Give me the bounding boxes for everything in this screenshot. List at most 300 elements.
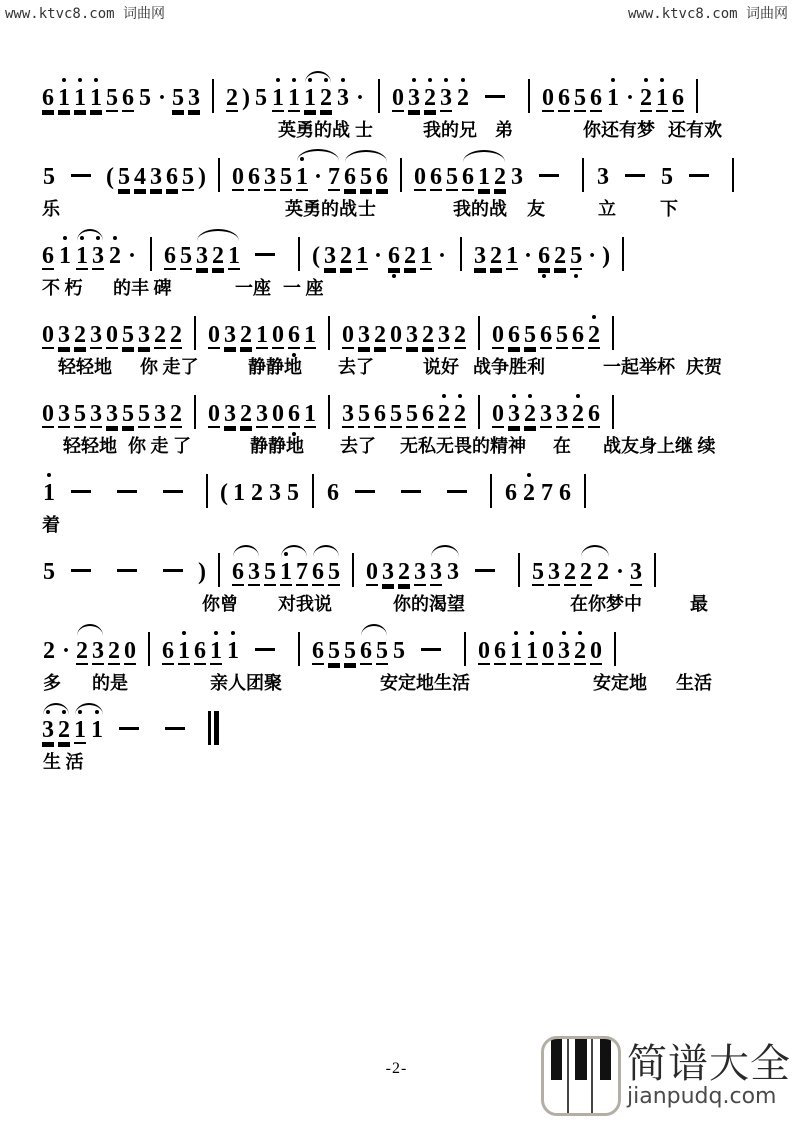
note: 0 bbox=[492, 401, 504, 427]
lyric-syllable: 轻轻地 bbox=[58, 357, 112, 377]
aug-dot: · bbox=[616, 559, 625, 585]
note: 2 bbox=[404, 243, 417, 269]
note: 6 bbox=[288, 322, 300, 348]
parenthesis: ( bbox=[220, 480, 228, 506]
note: 1 bbox=[280, 559, 292, 585]
note: 3 bbox=[556, 401, 568, 427]
lyric-syllable: 你 走 了 bbox=[128, 436, 191, 456]
parenthesis: ) bbox=[198, 559, 206, 585]
note: 2 bbox=[251, 480, 263, 506]
aug-dot: · bbox=[158, 85, 167, 111]
note: 3 bbox=[630, 559, 643, 585]
aug-dot: · bbox=[524, 243, 533, 269]
barline bbox=[614, 632, 616, 666]
note: 5 bbox=[406, 401, 418, 427]
note: 6 bbox=[430, 164, 443, 190]
note: 3 bbox=[224, 322, 236, 348]
lyric-syllable: 还有欢 bbox=[668, 120, 722, 140]
lyric-syllable: 我的战 bbox=[453, 199, 507, 219]
aug-dot: · bbox=[62, 638, 71, 664]
note: 1 bbox=[506, 243, 519, 269]
barline bbox=[582, 158, 584, 192]
note: 5 bbox=[182, 164, 194, 190]
barline bbox=[194, 395, 196, 429]
barline bbox=[612, 395, 614, 429]
note: 5 bbox=[172, 85, 185, 111]
note: 6 bbox=[164, 243, 177, 269]
note: 2 bbox=[340, 243, 353, 269]
dash bbox=[71, 569, 91, 572]
note: 1 bbox=[74, 717, 86, 743]
note: 6 bbox=[672, 85, 685, 111]
lyric-syllable: 你的渴望 bbox=[393, 594, 465, 614]
note: 6 bbox=[312, 559, 324, 585]
note: 0 bbox=[342, 322, 354, 348]
note: 1 bbox=[227, 638, 240, 664]
note: 1 bbox=[356, 243, 369, 269]
dash bbox=[689, 174, 709, 177]
note: 2 bbox=[76, 638, 89, 664]
music-line bbox=[40, 694, 760, 773]
notes-row bbox=[40, 615, 760, 668]
dash bbox=[165, 727, 185, 730]
notes-row bbox=[40, 378, 760, 431]
note: 6 bbox=[388, 243, 401, 269]
lyric-syllable: 轻轻地 bbox=[63, 436, 117, 456]
lyric-syllable: 乐 bbox=[42, 199, 60, 219]
barline bbox=[622, 237, 624, 271]
note: 3 bbox=[90, 322, 102, 348]
note: 1 bbox=[272, 85, 285, 111]
note: 1 bbox=[43, 480, 55, 506]
lyrics-row bbox=[40, 194, 760, 218]
note: 3 bbox=[92, 243, 104, 269]
note: 3 bbox=[154, 401, 166, 427]
note: 7 bbox=[296, 559, 308, 585]
note: 2 bbox=[398, 559, 410, 585]
lyric-syllable: 你 走了 bbox=[140, 357, 199, 377]
note: 5 bbox=[43, 164, 55, 190]
note: 5 bbox=[532, 559, 544, 585]
lyric-syllable: 庆贺 bbox=[686, 357, 722, 377]
note: 5 bbox=[358, 401, 370, 427]
dash bbox=[117, 490, 137, 493]
note: 0 bbox=[272, 401, 284, 427]
note: 3 bbox=[540, 401, 552, 427]
barline bbox=[400, 158, 402, 192]
lyric-syllable: 生活 bbox=[676, 673, 712, 693]
note: 0 bbox=[542, 638, 555, 664]
note: 2 bbox=[374, 322, 386, 348]
slur-arc bbox=[342, 165, 390, 189]
lyric-syllable: 无私无畏的精神 bbox=[400, 436, 526, 456]
dash bbox=[117, 569, 137, 572]
slur-arc bbox=[294, 164, 342, 191]
note: 0 bbox=[124, 638, 137, 664]
note: 6 bbox=[540, 322, 552, 348]
note: 6 bbox=[494, 638, 507, 664]
note: 1 bbox=[607, 85, 620, 111]
note: 5 bbox=[344, 638, 357, 664]
note: 5 bbox=[255, 85, 268, 111]
note: 1 bbox=[478, 164, 491, 190]
note: 6 bbox=[505, 480, 517, 506]
note: 6 bbox=[42, 243, 54, 269]
note: 5 bbox=[180, 243, 193, 269]
note: 3 bbox=[406, 322, 418, 348]
note: 5 bbox=[138, 401, 150, 427]
lyric-syllable: 多 bbox=[43, 673, 61, 693]
note: 0 bbox=[42, 401, 54, 427]
barline bbox=[298, 632, 300, 666]
note: 2 bbox=[597, 559, 609, 585]
note: 0 bbox=[366, 559, 378, 585]
lyric-syllable: 战争胜利 bbox=[473, 357, 545, 377]
note: 6 bbox=[232, 559, 244, 585]
note: 3 bbox=[324, 243, 337, 269]
lyric-syllable: 的丰 碑 bbox=[113, 278, 172, 298]
note: 1 bbox=[91, 717, 103, 743]
note: 2 bbox=[240, 322, 252, 348]
note: 2 bbox=[494, 164, 507, 190]
note: 5 bbox=[287, 480, 299, 506]
lyrics-row bbox=[40, 273, 760, 297]
note: 6 bbox=[122, 85, 134, 111]
note: 0 bbox=[492, 322, 504, 348]
music-line bbox=[40, 141, 760, 220]
note: 5 bbox=[139, 85, 151, 111]
note: 2 bbox=[490, 243, 503, 269]
note: 3 bbox=[188, 85, 201, 111]
dash bbox=[539, 174, 559, 177]
piano-keys-icon bbox=[541, 1036, 621, 1116]
note: 5 bbox=[390, 401, 402, 427]
note: 5 bbox=[43, 559, 55, 585]
lyrics-row bbox=[40, 510, 760, 534]
note: 3 bbox=[597, 164, 610, 190]
note: 3 bbox=[58, 401, 70, 427]
lyrics-row bbox=[40, 747, 760, 771]
note: 3 bbox=[438, 322, 450, 348]
note: 6 bbox=[559, 480, 571, 506]
note: 2 bbox=[74, 322, 86, 348]
note: 0 bbox=[478, 638, 491, 664]
note: 5 bbox=[122, 322, 134, 348]
notes-row bbox=[40, 299, 760, 352]
aug-dot: · bbox=[128, 243, 137, 269]
note: 3 bbox=[248, 559, 260, 585]
slur-arc bbox=[578, 560, 612, 584]
aug-dot: · bbox=[356, 85, 365, 111]
note: 2 bbox=[170, 401, 182, 427]
note: 2 bbox=[523, 480, 535, 506]
dash bbox=[421, 648, 441, 651]
barline bbox=[528, 79, 530, 113]
parenthesis: ) bbox=[602, 243, 611, 269]
note: 2 bbox=[109, 243, 121, 269]
note: 2 bbox=[564, 559, 576, 585]
note: 5 bbox=[74, 401, 86, 427]
slur-arc bbox=[74, 639, 106, 663]
lyric-syllable: 士 bbox=[358, 199, 376, 219]
note: 3 bbox=[196, 243, 209, 269]
note: 3 bbox=[508, 401, 520, 427]
music-line bbox=[40, 62, 760, 141]
barline bbox=[312, 474, 314, 508]
lyric-syllable: 说好 bbox=[423, 357, 459, 377]
note: 1 bbox=[304, 322, 316, 348]
lyric-syllable: 对我说 bbox=[278, 594, 332, 614]
note: 6 bbox=[588, 401, 600, 427]
note: 5 bbox=[106, 85, 118, 111]
note: 3 bbox=[269, 480, 281, 506]
lyric-syllable: 战友身上继 续 bbox=[603, 436, 716, 456]
note: 3 bbox=[430, 559, 442, 585]
lyric-syllable: 士 bbox=[355, 120, 373, 140]
note: 6 bbox=[327, 480, 339, 506]
notes-row bbox=[40, 694, 760, 747]
lyric-syllable: 我的兄 bbox=[423, 120, 477, 140]
note: 6 bbox=[508, 322, 520, 348]
note: 3 bbox=[337, 85, 350, 111]
dash bbox=[625, 174, 645, 177]
barline bbox=[206, 474, 208, 508]
lyric-syllable: 去了 bbox=[338, 357, 374, 377]
aug-dot: · bbox=[374, 243, 383, 269]
lyric-syllable: 一起举杯 bbox=[603, 357, 675, 377]
dash bbox=[119, 727, 139, 730]
music-line bbox=[40, 457, 760, 536]
dash bbox=[401, 490, 421, 493]
note: 2 bbox=[438, 401, 450, 427]
note: 2 bbox=[640, 85, 653, 111]
note: 1 bbox=[510, 638, 523, 664]
barline bbox=[478, 316, 480, 350]
music-line bbox=[40, 615, 760, 694]
note: 3 bbox=[358, 322, 370, 348]
lyric-syllable: 静静地 bbox=[248, 357, 302, 377]
note: 3 bbox=[42, 717, 54, 743]
note: 3 bbox=[264, 164, 276, 190]
note: 7 bbox=[541, 480, 553, 506]
notes-row bbox=[40, 536, 760, 589]
note: 2 bbox=[572, 401, 584, 427]
note: 1 bbox=[420, 243, 433, 269]
notes-row bbox=[40, 62, 760, 115]
note: 5 bbox=[280, 164, 292, 190]
parenthesis: ) bbox=[198, 164, 206, 190]
lyrics-row bbox=[40, 115, 760, 139]
logo-domain: jianpudq.com bbox=[627, 1083, 777, 1109]
music-line bbox=[40, 378, 760, 457]
note: 6 bbox=[360, 638, 373, 664]
note: 5 bbox=[524, 322, 536, 348]
slur-arc bbox=[40, 718, 72, 742]
parenthesis: ( bbox=[106, 164, 114, 190]
header-right-watermark: www.ktvc8.com 词曲网 bbox=[627, 6, 788, 22]
notes-row bbox=[40, 457, 760, 510]
note: 5 bbox=[264, 559, 276, 585]
slur-arc bbox=[310, 560, 342, 584]
barline bbox=[612, 316, 614, 350]
lyric-syllable: 不 朽 bbox=[42, 278, 83, 298]
lyrics-row bbox=[40, 431, 760, 455]
note: 2 bbox=[320, 85, 333, 111]
dash bbox=[485, 95, 505, 98]
music-line bbox=[40, 536, 760, 615]
barline bbox=[490, 474, 492, 508]
aug-dot: · bbox=[626, 85, 635, 111]
parenthesis: ( bbox=[312, 243, 321, 269]
barline bbox=[696, 79, 698, 113]
note: 5 bbox=[661, 164, 674, 190]
note: 6 bbox=[374, 401, 386, 427]
notes-row bbox=[40, 141, 760, 194]
note: 6 bbox=[288, 401, 300, 427]
note: 7 bbox=[328, 164, 341, 190]
note: 1 bbox=[228, 243, 241, 269]
lyric-syllable: 一座 bbox=[235, 278, 271, 298]
barline bbox=[148, 632, 150, 666]
lyric-syllable: 的是 bbox=[92, 673, 128, 693]
dash bbox=[163, 569, 183, 572]
music-sheet bbox=[40, 62, 760, 773]
barline bbox=[194, 316, 196, 350]
note: 2 bbox=[43, 638, 55, 664]
note: 1 bbox=[58, 85, 70, 111]
note: 0 bbox=[414, 164, 427, 190]
lyric-syllable: 生 活 bbox=[43, 752, 84, 772]
lyric-syllable: 最 bbox=[690, 594, 708, 614]
barline bbox=[352, 553, 354, 587]
barline bbox=[584, 474, 586, 508]
music-line bbox=[40, 299, 760, 378]
note: 3 bbox=[511, 164, 524, 190]
barline bbox=[464, 632, 466, 666]
note: 6 bbox=[422, 401, 434, 427]
note: 0 bbox=[542, 85, 555, 111]
note: 3 bbox=[92, 638, 105, 664]
lyric-syllable: 一 座 bbox=[283, 278, 324, 298]
note: 2 bbox=[240, 401, 252, 427]
slur-arc bbox=[460, 165, 508, 189]
slur-arc bbox=[428, 560, 462, 584]
note: 3 bbox=[342, 401, 354, 427]
lyric-syllable: 安定地 bbox=[593, 673, 647, 693]
note: 2 bbox=[58, 717, 70, 743]
notes-row bbox=[40, 220, 760, 273]
note: 1 bbox=[210, 638, 223, 664]
note: 3 bbox=[58, 322, 70, 348]
note: 2 bbox=[170, 322, 182, 348]
note: 3 bbox=[447, 559, 459, 585]
note: 1 bbox=[233, 480, 245, 506]
dash bbox=[163, 490, 183, 493]
music-line bbox=[40, 220, 760, 299]
note: 5 bbox=[446, 164, 459, 190]
page-number: -2- bbox=[385, 1060, 408, 1077]
lyric-syllable: 下 bbox=[660, 199, 678, 219]
note: 4 bbox=[134, 164, 146, 190]
slur-arc bbox=[278, 560, 310, 584]
note: 6 bbox=[344, 164, 357, 190]
note: 1 bbox=[90, 85, 102, 111]
dash bbox=[355, 490, 375, 493]
lyrics-row bbox=[40, 352, 760, 376]
note: 3 bbox=[224, 401, 236, 427]
note: 5 bbox=[360, 164, 373, 190]
dash bbox=[71, 490, 91, 493]
note: 3 bbox=[474, 243, 487, 269]
barline bbox=[218, 553, 220, 587]
barline bbox=[212, 79, 214, 113]
note: 5 bbox=[393, 638, 406, 664]
barline bbox=[518, 553, 520, 587]
note: 2 bbox=[580, 559, 592, 585]
dash bbox=[71, 174, 91, 177]
note: 1 bbox=[256, 322, 268, 348]
note: 0 bbox=[42, 322, 54, 348]
note: 6 bbox=[572, 322, 584, 348]
note: 2 bbox=[574, 638, 587, 664]
note: 2 bbox=[524, 401, 536, 427]
lyric-syllable: 静静地 bbox=[250, 436, 304, 456]
barline bbox=[298, 237, 300, 271]
note: 6 bbox=[162, 638, 175, 664]
aug-dot: · bbox=[588, 243, 597, 269]
note: 6 bbox=[166, 164, 178, 190]
slur-arc bbox=[358, 639, 390, 663]
note: 1 bbox=[656, 85, 669, 111]
site-logo bbox=[541, 1036, 791, 1116]
note: 0 bbox=[392, 85, 405, 111]
note: 5 bbox=[570, 243, 583, 269]
note: 6 bbox=[248, 164, 260, 190]
note: 5 bbox=[376, 638, 389, 664]
note: 2 bbox=[454, 401, 466, 427]
barline bbox=[732, 158, 734, 192]
header-left-watermark: www.ktvc8.com 词曲网 bbox=[5, 6, 166, 22]
note: 0 bbox=[390, 322, 402, 348]
note: 5 bbox=[118, 164, 130, 190]
note: 1 bbox=[296, 164, 308, 190]
note: 0 bbox=[106, 322, 118, 348]
lyric-syllable: 在 bbox=[553, 436, 571, 456]
note: 0 bbox=[208, 401, 220, 427]
note: 1 bbox=[526, 638, 539, 664]
parenthesis: ) bbox=[242, 85, 251, 111]
note: 2 bbox=[212, 243, 225, 269]
lyric-syllable: 英勇的战 bbox=[285, 199, 357, 219]
note: 3 bbox=[382, 559, 394, 585]
dash bbox=[475, 569, 495, 572]
lyrics-row bbox=[40, 589, 760, 613]
note: 3 bbox=[408, 85, 421, 111]
note: 6 bbox=[376, 164, 389, 190]
lyric-syllable: 着 bbox=[42, 515, 60, 535]
note: 6 bbox=[538, 243, 551, 269]
note: 1 bbox=[288, 85, 301, 111]
lyric-syllable: 亲人团聚 bbox=[210, 673, 282, 693]
note: 2 bbox=[424, 85, 437, 111]
note: 3 bbox=[440, 85, 453, 111]
barline bbox=[460, 237, 462, 271]
note: 6 bbox=[194, 638, 207, 664]
note: 6 bbox=[42, 85, 54, 111]
note: 5 bbox=[122, 401, 134, 427]
dash bbox=[447, 490, 467, 493]
note: 2 bbox=[457, 85, 470, 111]
